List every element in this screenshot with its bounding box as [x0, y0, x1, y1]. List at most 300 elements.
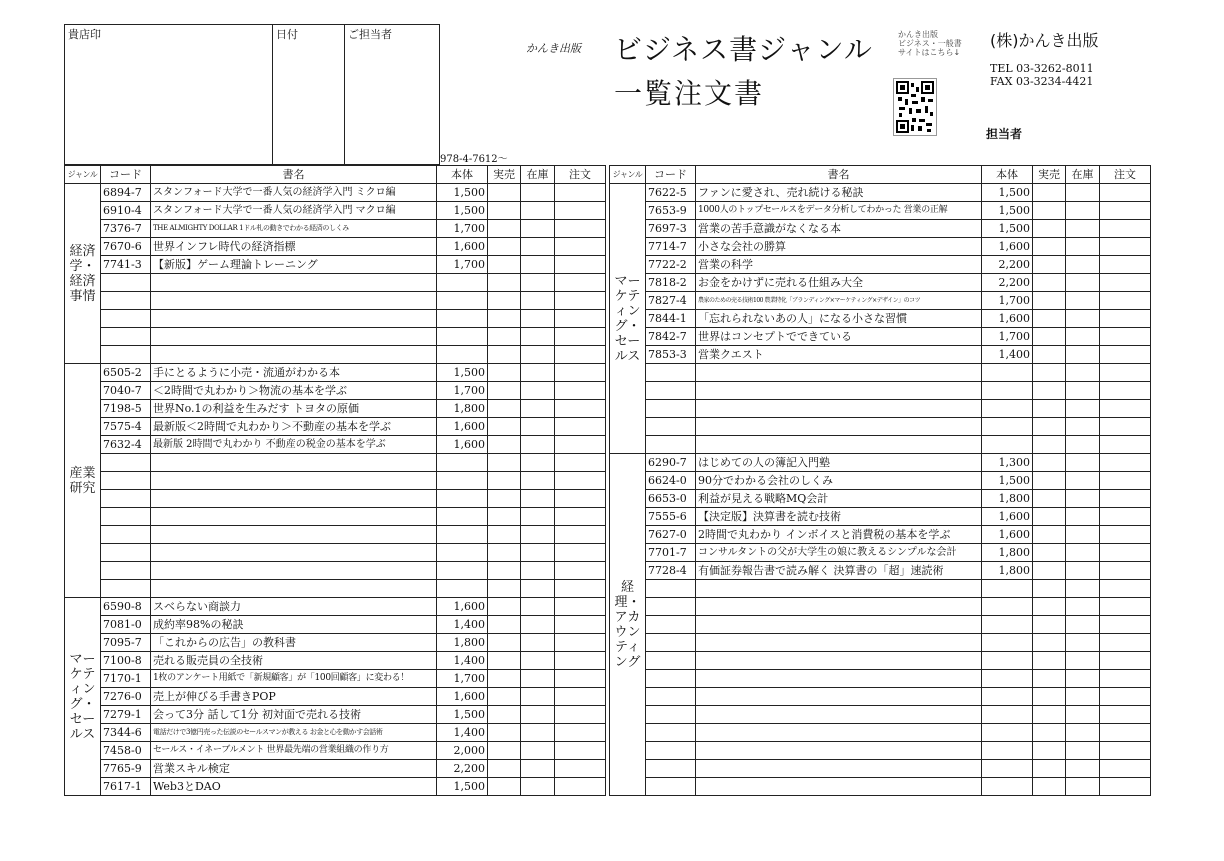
stock-cell[interactable]: [521, 256, 555, 274]
order-cell[interactable]: [555, 454, 606, 472]
sales-cell[interactable]: [488, 598, 521, 616]
order-cell[interactable]: [1100, 256, 1151, 274]
order-cell[interactable]: [1100, 742, 1151, 760]
code-cell: [646, 670, 696, 688]
title-cell: [696, 364, 982, 382]
sales-cell[interactable]: [1033, 670, 1066, 688]
order-cell[interactable]: [555, 598, 606, 616]
sales-cell[interactable]: [1033, 184, 1066, 202]
sales-cell[interactable]: [1033, 634, 1066, 652]
stock-cell[interactable]: [521, 544, 555, 562]
stock-cell[interactable]: [521, 580, 555, 598]
sales-cell[interactable]: [1033, 436, 1066, 454]
stock-cell[interactable]: [1066, 670, 1100, 688]
code-cell: 6910-4: [101, 202, 151, 220]
price-cell: [982, 418, 1033, 436]
col-stock: 在庫: [1066, 166, 1100, 184]
stock-cell[interactable]: [521, 490, 555, 508]
stock-cell[interactable]: [521, 202, 555, 220]
sales-cell[interactable]: [488, 742, 521, 760]
stock-cell[interactable]: [1066, 418, 1100, 436]
sales-cell[interactable]: [1033, 562, 1066, 580]
price-cell: [982, 382, 1033, 400]
code-cell: 7714-7: [646, 238, 696, 256]
sales-cell[interactable]: [488, 634, 521, 652]
stock-cell[interactable]: [1066, 454, 1100, 472]
sales-cell[interactable]: [488, 526, 521, 544]
order-cell[interactable]: [555, 490, 606, 508]
stock-cell[interactable]: [521, 220, 555, 238]
order-cell[interactable]: [1100, 184, 1151, 202]
sales-cell[interactable]: [488, 724, 521, 742]
sales-cell[interactable]: [488, 472, 521, 490]
sales-cell[interactable]: [488, 364, 521, 382]
sales-cell[interactable]: [488, 382, 521, 400]
table-row: [65, 364, 606, 382]
stock-cell[interactable]: [521, 616, 555, 634]
stock-cell[interactable]: [1066, 526, 1100, 544]
stock-cell[interactable]: [521, 184, 555, 202]
code-cell: 7701-7: [646, 544, 696, 562]
order-cell[interactable]: [555, 310, 606, 328]
genre-label: 経済学・経済事情: [69, 243, 96, 304]
order-cell[interactable]: [1100, 382, 1151, 400]
table-row: [610, 598, 1151, 616]
price-cell: 1,500: [437, 364, 488, 382]
stock-cell[interactable]: [1066, 778, 1100, 796]
price-cell: 1,400: [982, 346, 1033, 364]
sales-cell[interactable]: [488, 544, 521, 562]
order-cell[interactable]: [555, 346, 606, 364]
order-cell[interactable]: [555, 418, 606, 436]
stock-cell[interactable]: [1066, 256, 1100, 274]
order-cell[interactable]: [555, 292, 606, 310]
title-cell: [151, 526, 437, 544]
price-cell: 1,700: [437, 382, 488, 400]
order-cell[interactable]: [555, 544, 606, 562]
stock-cell[interactable]: [1066, 436, 1100, 454]
order-cell[interactable]: [555, 274, 606, 292]
sales-cell[interactable]: [488, 778, 521, 796]
table-row: [610, 346, 1151, 364]
sales-cell[interactable]: [488, 292, 521, 310]
sales-cell[interactable]: [1033, 238, 1066, 256]
order-cell[interactable]: [1100, 526, 1151, 544]
order-cell[interactable]: [1100, 544, 1151, 562]
sales-cell[interactable]: [488, 436, 521, 454]
order-cell[interactable]: [555, 652, 606, 670]
code-cell: [646, 364, 696, 382]
title-cell: [696, 724, 982, 742]
sales-cell[interactable]: [488, 220, 521, 238]
sales-cell[interactable]: [488, 580, 521, 598]
price-cell: 1,500: [437, 184, 488, 202]
table-row: [65, 472, 606, 490]
order-cell[interactable]: [555, 400, 606, 418]
order-cell[interactable]: [555, 256, 606, 274]
order-cell[interactable]: [1100, 436, 1151, 454]
order-cell[interactable]: [1100, 472, 1151, 490]
sales-cell[interactable]: [1033, 688, 1066, 706]
stock-cell[interactable]: [1066, 634, 1100, 652]
stock-cell[interactable]: [1066, 310, 1100, 328]
stock-cell[interactable]: [521, 742, 555, 760]
table-row: [610, 202, 1151, 220]
order-cell[interactable]: [555, 328, 606, 346]
sales-cell[interactable]: [1033, 760, 1066, 778]
sales-cell[interactable]: [1033, 598, 1066, 616]
sales-cell[interactable]: [488, 490, 521, 508]
order-cell[interactable]: [555, 778, 606, 796]
stock-cell[interactable]: [1066, 688, 1100, 706]
stock-cell[interactable]: [521, 400, 555, 418]
sales-cell[interactable]: [1033, 778, 1066, 796]
order-cell[interactable]: [1100, 346, 1151, 364]
order-cell[interactable]: [1100, 562, 1151, 580]
stock-cell[interactable]: [1066, 544, 1100, 562]
table-row: [65, 598, 606, 616]
stock-cell[interactable]: [521, 688, 555, 706]
order-cell[interactable]: [555, 706, 606, 724]
code-cell: [646, 778, 696, 796]
order-cell[interactable]: [1100, 220, 1151, 238]
sales-cell[interactable]: [488, 688, 521, 706]
sales-cell[interactable]: [1033, 418, 1066, 436]
table-row: [610, 328, 1151, 346]
sales-cell[interactable]: [1033, 454, 1066, 472]
qr-code-icon[interactable]: [893, 78, 937, 136]
price-cell: [982, 706, 1033, 724]
stock-cell[interactable]: [1066, 706, 1100, 724]
order-cell[interactable]: [1100, 328, 1151, 346]
code-cell: [101, 274, 151, 292]
stock-cell[interactable]: [521, 274, 555, 292]
sales-cell[interactable]: [1033, 220, 1066, 238]
price-cell: 1,500: [982, 202, 1033, 220]
stock-cell[interactable]: [521, 472, 555, 490]
stock-cell[interactable]: [1066, 328, 1100, 346]
stock-cell[interactable]: [1066, 184, 1100, 202]
title-cell: [151, 346, 437, 364]
order-cell[interactable]: [555, 616, 606, 634]
sales-cell[interactable]: [1033, 310, 1066, 328]
sales-cell[interactable]: [488, 616, 521, 634]
stock-cell[interactable]: [521, 670, 555, 688]
genre-label: 産業研究: [69, 465, 96, 496]
title-cell: 最新版＜2時間で丸わかり＞不動産の基本を学ぶ: [151, 418, 437, 436]
title-cell: [151, 562, 437, 580]
sales-cell[interactable]: [1033, 292, 1066, 310]
price-cell: [982, 364, 1033, 382]
table-row: [610, 634, 1151, 652]
title-cell: 【新版】ゲーム理論トレーニング: [151, 256, 437, 274]
sales-cell[interactable]: [1033, 274, 1066, 292]
order-cell[interactable]: [555, 238, 606, 256]
stock-cell[interactable]: [1066, 346, 1100, 364]
order-cell[interactable]: [555, 508, 606, 526]
col-code: コード: [101, 166, 151, 184]
price-cell: 1,800: [437, 634, 488, 652]
order-cell[interactable]: [555, 202, 606, 220]
price-cell: 2,000: [437, 742, 488, 760]
order-cell[interactable]: [555, 184, 606, 202]
sales-cell[interactable]: [1033, 490, 1066, 508]
title-cell: [151, 274, 437, 292]
order-cell[interactable]: [1100, 202, 1151, 220]
sales-cell[interactable]: [488, 418, 521, 436]
stock-cell[interactable]: [1066, 508, 1100, 526]
sales-cell[interactable]: [1033, 508, 1066, 526]
stock-cell[interactable]: [1066, 742, 1100, 760]
stock-cell[interactable]: [521, 238, 555, 256]
sales-cell[interactable]: [488, 562, 521, 580]
order-cell[interactable]: [555, 634, 606, 652]
sales-cell[interactable]: [488, 328, 521, 346]
stock-cell[interactable]: [521, 382, 555, 400]
sales-cell[interactable]: [488, 706, 521, 724]
order-cell[interactable]: [1100, 670, 1151, 688]
code-cell: [646, 418, 696, 436]
order-cell[interactable]: [555, 382, 606, 400]
title-cell: 2時間で丸わかり インボイスと消費税の基本を学ぶ: [696, 526, 982, 544]
sales-cell[interactable]: [1033, 328, 1066, 346]
page-subtitle: 一覧注文書: [614, 77, 765, 110]
order-cell[interactable]: [555, 364, 606, 382]
sales-cell[interactable]: [1033, 742, 1066, 760]
sales-cell[interactable]: [488, 346, 521, 364]
title-cell: [696, 760, 982, 778]
code-cell: 7170-1: [101, 670, 151, 688]
stock-cell[interactable]: [521, 346, 555, 364]
stock-cell[interactable]: [521, 760, 555, 778]
table-row: [610, 310, 1151, 328]
stock-cell[interactable]: [1066, 220, 1100, 238]
stock-cell[interactable]: [1066, 724, 1100, 742]
page-title: ビジネス書ジャンル: [614, 33, 873, 66]
order-cell[interactable]: [1100, 310, 1151, 328]
order-cell[interactable]: [555, 688, 606, 706]
order-cell[interactable]: [555, 562, 606, 580]
title-cell: 農家のための売る技術100 農業特化「ブランディング×マーケティング×デザイン」のコツ: [696, 292, 982, 310]
table-row: [65, 238, 606, 256]
sales-cell[interactable]: [488, 760, 521, 778]
sales-cell[interactable]: [488, 256, 521, 274]
order-cell[interactable]: [1100, 616, 1151, 634]
sales-cell[interactable]: [488, 652, 521, 670]
code-cell: [101, 544, 151, 562]
title-cell: 営業クエスト: [696, 346, 982, 364]
stock-cell[interactable]: [521, 418, 555, 436]
order-cell[interactable]: [1100, 688, 1151, 706]
col-order: 注文: [1100, 166, 1151, 184]
order-cell[interactable]: [555, 436, 606, 454]
code-cell: [101, 508, 151, 526]
title-cell: [696, 634, 982, 652]
order-cell[interactable]: [555, 220, 606, 238]
stock-cell[interactable]: [1066, 760, 1100, 778]
sales-cell[interactable]: [1033, 724, 1066, 742]
code-cell: 7844-1: [646, 310, 696, 328]
sales-cell[interactable]: [1033, 580, 1066, 598]
order-cell[interactable]: [555, 760, 606, 778]
code-cell: 7100-8: [101, 652, 151, 670]
sales-cell[interactable]: [1033, 616, 1066, 634]
price-cell: 1,500: [437, 706, 488, 724]
stock-cell[interactable]: [1066, 652, 1100, 670]
stock-cell[interactable]: [1066, 580, 1100, 598]
order-cell[interactable]: [1100, 598, 1151, 616]
sales-cell[interactable]: [488, 184, 521, 202]
title-cell: 1枚のアンケート用紙で「新規顧客」が「100回顧客」に変わる！: [151, 670, 437, 688]
code-cell: 7617-1: [101, 778, 151, 796]
stock-cell[interactable]: [521, 706, 555, 724]
sales-cell[interactable]: [1033, 364, 1066, 382]
title-cell: [151, 490, 437, 508]
title-cell: 電話だけで3億円売った伝説のセールスマンが教える お金と心を動かす会話術: [151, 724, 437, 742]
table-row: [610, 472, 1151, 490]
order-cell[interactable]: [1100, 238, 1151, 256]
price-cell: [437, 274, 488, 292]
stock-cell[interactable]: [1066, 364, 1100, 382]
table-row: [610, 292, 1151, 310]
sales-cell[interactable]: [1033, 382, 1066, 400]
stock-cell[interactable]: [521, 634, 555, 652]
code-cell: 6624-0: [646, 472, 696, 490]
order-cell[interactable]: [555, 526, 606, 544]
order-cell[interactable]: [555, 724, 606, 742]
stock-cell[interactable]: [521, 436, 555, 454]
order-cell[interactable]: [555, 472, 606, 490]
sales-cell[interactable]: [1033, 202, 1066, 220]
order-cell[interactable]: [1100, 364, 1151, 382]
stock-cell[interactable]: [521, 364, 555, 382]
site-note: [898, 30, 962, 57]
stock-cell[interactable]: [1066, 490, 1100, 508]
order-cell[interactable]: [555, 742, 606, 760]
sales-cell[interactable]: [1033, 706, 1066, 724]
stock-cell[interactable]: [521, 310, 555, 328]
price-cell: [982, 724, 1033, 742]
order-cell[interactable]: [1100, 274, 1151, 292]
order-table-left: [64, 165, 606, 796]
sales-cell[interactable]: [1033, 544, 1066, 562]
code-cell: [646, 688, 696, 706]
code-cell: 7575-4: [101, 418, 151, 436]
table-row: [65, 436, 606, 454]
sales-cell[interactable]: [1033, 652, 1066, 670]
sales-cell[interactable]: [488, 454, 521, 472]
col-code: コード: [646, 166, 696, 184]
code-cell: 6590-8: [101, 598, 151, 616]
order-cell[interactable]: [1100, 292, 1151, 310]
stock-cell[interactable]: [1066, 616, 1100, 634]
store-stamp-field[interactable]: [65, 25, 273, 164]
order-cell[interactable]: [1100, 508, 1151, 526]
stock-cell[interactable]: [1066, 562, 1100, 580]
sales-cell[interactable]: [488, 238, 521, 256]
table-row: [65, 724, 606, 742]
price-cell: [437, 346, 488, 364]
order-cell[interactable]: [1100, 760, 1151, 778]
stock-cell[interactable]: [1066, 382, 1100, 400]
stock-cell[interactable]: [521, 598, 555, 616]
sales-cell[interactable]: [488, 310, 521, 328]
order-cell[interactable]: [1100, 724, 1151, 742]
sales-rep-label: 担当者: [986, 127, 1023, 141]
contact-info: [990, 62, 1094, 88]
stock-cell[interactable]: [1066, 292, 1100, 310]
price-cell: [437, 580, 488, 598]
order-cell[interactable]: [1100, 400, 1151, 418]
sales-cell[interactable]: [488, 400, 521, 418]
order-cell[interactable]: [1100, 652, 1151, 670]
stock-cell[interactable]: [521, 508, 555, 526]
table-row: [65, 346, 606, 364]
stock-cell[interactable]: [521, 652, 555, 670]
sales-cell[interactable]: [1033, 256, 1066, 274]
stock-cell[interactable]: [1066, 472, 1100, 490]
title-cell: [696, 688, 982, 706]
sales-cell[interactable]: [488, 202, 521, 220]
price-cell: 1,800: [982, 490, 1033, 508]
price-cell: 1,700: [437, 670, 488, 688]
sales-cell[interactable]: [1033, 526, 1066, 544]
title-cell: [696, 616, 982, 634]
stock-cell[interactable]: [1066, 202, 1100, 220]
title-cell: 営業の科学: [696, 256, 982, 274]
order-cell[interactable]: [1100, 490, 1151, 508]
order-cell[interactable]: [1100, 778, 1151, 796]
order-cell[interactable]: [1100, 706, 1151, 724]
price-cell: [437, 310, 488, 328]
stock-cell[interactable]: [521, 292, 555, 310]
title-cell: [696, 418, 982, 436]
price-cell: 1,300: [982, 454, 1033, 472]
sales-cell[interactable]: [1033, 400, 1066, 418]
order-cell[interactable]: [1100, 580, 1151, 598]
stock-cell[interactable]: [521, 778, 555, 796]
order-cell[interactable]: [555, 670, 606, 688]
stock-cell[interactable]: [1066, 400, 1100, 418]
order-cell[interactable]: [555, 580, 606, 598]
stock-cell[interactable]: [521, 724, 555, 742]
table-row: [65, 274, 606, 292]
order-cell[interactable]: [1100, 634, 1151, 652]
stock-cell[interactable]: [521, 526, 555, 544]
stock-cell[interactable]: [521, 328, 555, 346]
title-cell: [151, 544, 437, 562]
stock-cell[interactable]: [1066, 598, 1100, 616]
order-cell[interactable]: [1100, 454, 1151, 472]
sales-cell[interactable]: [488, 508, 521, 526]
sales-cell[interactable]: [488, 274, 521, 292]
table-row: [610, 454, 1151, 472]
stock-cell[interactable]: [1066, 274, 1100, 292]
date-field[interactable]: [273, 25, 345, 164]
stock-cell[interactable]: [521, 562, 555, 580]
price-cell: 1,500: [437, 202, 488, 220]
sales-cell[interactable]: [488, 670, 521, 688]
title-cell: [696, 580, 982, 598]
sales-cell[interactable]: [1033, 346, 1066, 364]
sales-cell[interactable]: [1033, 472, 1066, 490]
genre-cell: [65, 184, 101, 364]
stock-cell[interactable]: [521, 454, 555, 472]
order-cell[interactable]: [1100, 418, 1151, 436]
site-note-line: サイトはこちら↓: [898, 48, 961, 57]
stock-cell[interactable]: [1066, 238, 1100, 256]
person-field[interactable]: [345, 25, 441, 164]
